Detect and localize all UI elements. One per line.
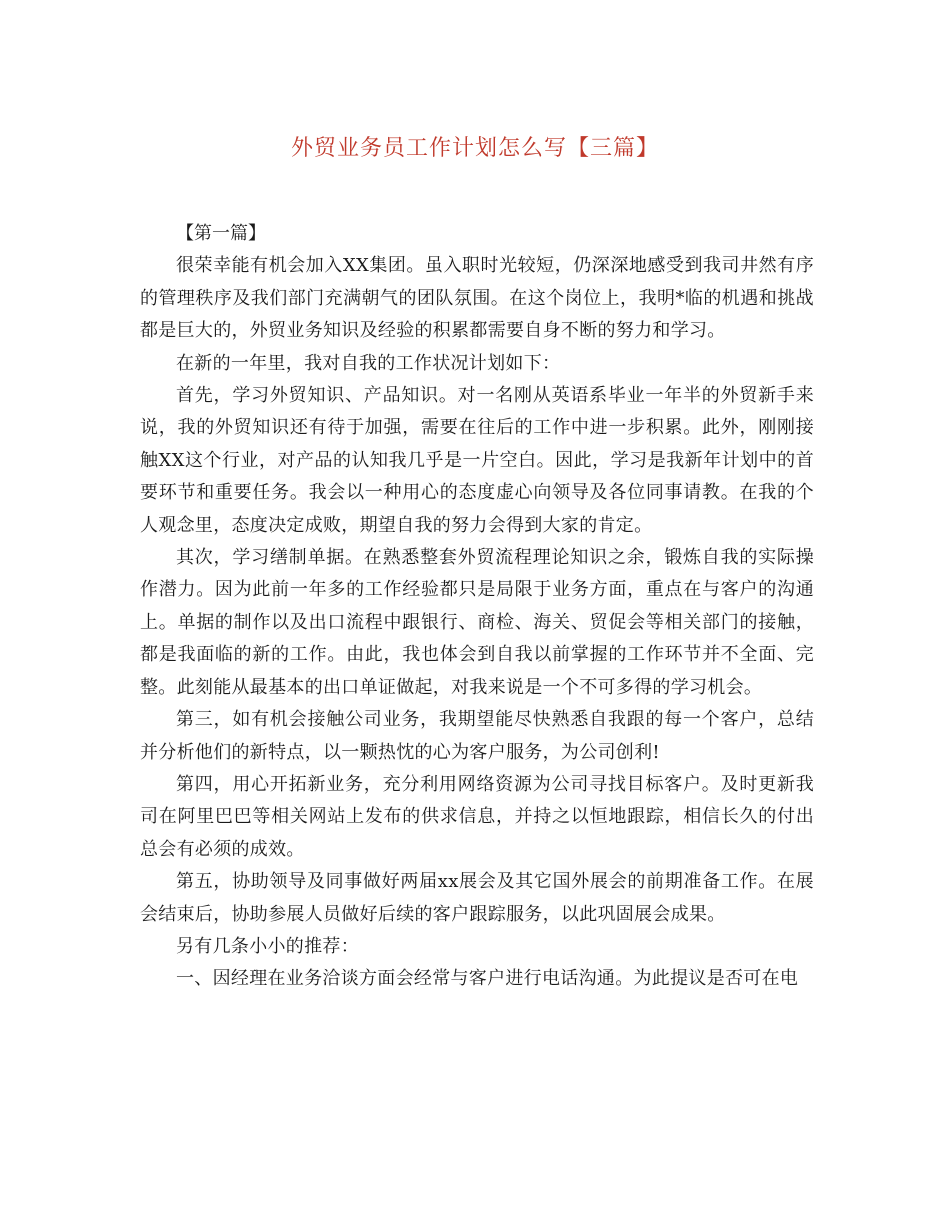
document-title: 外贸业务员工作计划怎么写【三篇】 (290, 136, 659, 161)
paragraph-second: 其次，学习缮制单据。在熟悉整套外贸流程理论知识之余，锻炼自我的实际操作潜力。因为此前一年多的工作经验都只是局限于业务方面，重点在与客户的沟通上。单据的制作以及出口流程中跟银行、商检、海关、贸促会等相关部门的接触，都是我面临的新的工作。由此，我也体会到自我以前掌握的工作环节并不全面、完整。此刻能从最基本的出口单证做起，对我来说是一个不可多得的学习机会。 (140, 547, 814, 698)
paragraph-fifth: 第五，协助领导及同事做好两届xx展会及其它国外展会的前期准备工作。在展会结束后，协助参展人员做好后续的客户跟踪服务，以此巩固展会成果。 (140, 871, 814, 925)
paragraph-intro: 很荣幸能有机会加入XX集团。虽入职时光较短，仍深深地感受到我司井然有序的管理秩序及我们部门充满朝气的团队氛围。在这个岗位上，我明*临的机遇和挑战都是巨大的，外贸业务知识及经验的积累都需要自身不断的努力和学习。 (140, 255, 814, 342)
paragraph-suggestions-lead: 另有几条小小的推荐： (176, 935, 359, 957)
paragraph-suggestion-one: 一、因经理在业务洽谈方面会经常与客户进行电话沟通。为此提议是否可在电 (176, 968, 799, 990)
paragraph-plan-lead: 在新的一年里，我对自我的工作状况计划如下： (176, 352, 561, 374)
paragraph-fourth: 第四，用心开拓新业务，充分利用网络资源为公司寻找目标客户。及时更新我司在阿里巴巴等相关网站上发布的供求信息，并持之以恒地跟踪，相信长久的付出总会有必须的成效。 (140, 773, 814, 860)
section-heading: 【第一篇】 (176, 223, 266, 244)
paragraph-first: 首先，学习外贸知识、产品知识。对一名刚从英语系毕业一年半的外贸新手来说，我的外贸知识还有待于加强，需要在往后的工作中进一步积累。此外，刚刚接触XX这个行业，对产品的认知我几乎是一片空白。因此，学习是我新年计划中的首要环节和重要任务。我会以一种用心的态度虚心向领导及各位同事请教。在我的个人观念里，态度决定成败，期望自我的努力会得到大家的肯定。 (140, 385, 814, 536)
paragraph-third: 第三，如有机会接触公司业务，我期望能尽快熟悉自我跟的每一个客户，总结并分析他们的新特点，以一颗热忱的心为客户服务，为公司创利! (140, 709, 814, 763)
document-body (140, 218, 814, 996)
